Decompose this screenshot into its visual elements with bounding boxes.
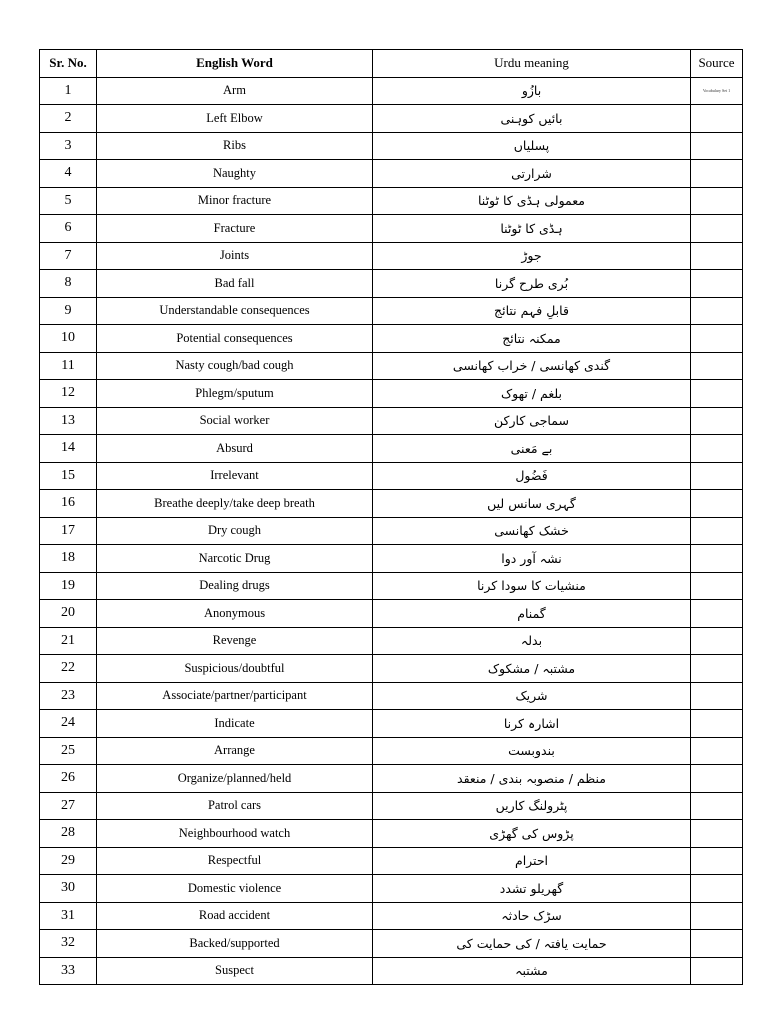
urdu-meaning-cell: حمایت یافتہ / کی حمایت کی — [373, 930, 691, 958]
sr-cell: 17 — [40, 517, 97, 545]
english-word-cell: Neighbourhood watch — [97, 820, 373, 848]
urdu-meaning-cell: بلغم / تھوک — [373, 380, 691, 408]
urdu-meaning-cell: احترام — [373, 847, 691, 875]
english-word-cell: Ribs — [97, 132, 373, 160]
table-row — [40, 682, 743, 710]
source-cell — [691, 435, 743, 463]
sr-cell: 29 — [40, 847, 97, 875]
urdu-meaning-cell: مشتبہ — [373, 957, 691, 985]
table-row — [40, 600, 743, 628]
source-cell — [691, 847, 743, 875]
table-row — [40, 352, 743, 380]
urdu-meaning-cell: سڑک حادثہ — [373, 902, 691, 930]
source-cell — [691, 902, 743, 930]
source-cell: Vocabulary Set 1 — [691, 77, 743, 105]
english-word-cell: Phlegm/sputum — [97, 380, 373, 408]
english-word-cell: Joints — [97, 242, 373, 270]
source-cell — [691, 655, 743, 683]
urdu-meaning-cell: مشتبہ / مشکوک — [373, 655, 691, 683]
english-word-cell: Naughty — [97, 160, 373, 188]
source-cell — [691, 105, 743, 133]
english-word-cell: Associate/partner/participant — [97, 682, 373, 710]
urdu-meaning-cell: گندی کھانسی / خراب کھانسی — [373, 352, 691, 380]
source-cell — [691, 132, 743, 160]
header-row — [40, 50, 743, 78]
table-row — [40, 655, 743, 683]
table-row — [40, 105, 743, 133]
sr-cell: 4 — [40, 160, 97, 188]
urdu-meaning-cell: بندوبست — [373, 737, 691, 765]
sr-cell: 20 — [40, 600, 97, 628]
urdu-meaning-cell: منشیات کا سودا کرنا — [373, 572, 691, 600]
sr-cell: 25 — [40, 737, 97, 765]
source-cell — [691, 600, 743, 628]
source-cell — [691, 737, 743, 765]
english-word-cell: Narcotic Drug — [97, 545, 373, 573]
table-row — [40, 847, 743, 875]
english-word-cell: Breathe deeply/take deep breath — [97, 490, 373, 518]
english-word-cell: Dealing drugs — [97, 572, 373, 600]
source-cell — [691, 930, 743, 958]
sr-cell: 8 — [40, 270, 97, 298]
english-word-cell: Understandable consequences — [97, 297, 373, 325]
table-row — [40, 572, 743, 600]
header-english-word: English Word — [97, 50, 373, 78]
source-cell — [691, 545, 743, 573]
source-cell — [691, 215, 743, 243]
urdu-meaning-cell: قابلِ فہم نتائج — [373, 297, 691, 325]
urdu-meaning-cell: فَضُول — [373, 462, 691, 490]
table-row — [40, 792, 743, 820]
sr-cell: 12 — [40, 380, 97, 408]
english-word-cell: Revenge — [97, 627, 373, 655]
sr-cell: 5 — [40, 187, 97, 215]
table-row — [40, 490, 743, 518]
english-word-cell: Domestic violence — [97, 875, 373, 903]
table-row — [40, 132, 743, 160]
sr-cell: 31 — [40, 902, 97, 930]
table-row — [40, 957, 743, 985]
urdu-meaning-cell: بدلہ — [373, 627, 691, 655]
english-word-cell: Backed/supported — [97, 930, 373, 958]
urdu-meaning-cell: گھریلو تشدد — [373, 875, 691, 903]
table-row — [40, 930, 743, 958]
source-cell — [691, 407, 743, 435]
table-row — [40, 737, 743, 765]
sr-cell: 33 — [40, 957, 97, 985]
source-cell — [691, 160, 743, 188]
sr-cell: 23 — [40, 682, 97, 710]
vocabulary-table — [39, 49, 743, 985]
sr-cell: 13 — [40, 407, 97, 435]
urdu-meaning-cell: بے مَعنی — [373, 435, 691, 463]
english-word-cell: Road accident — [97, 902, 373, 930]
source-cell — [691, 352, 743, 380]
urdu-meaning-cell: بائیں کوہنی — [373, 105, 691, 133]
sr-cell: 21 — [40, 627, 97, 655]
urdu-meaning-cell: شریک — [373, 682, 691, 710]
urdu-meaning-cell: گہری سانس لیں — [373, 490, 691, 518]
sr-cell: 16 — [40, 490, 97, 518]
urdu-meaning-cell: ہڈی کا ٹوٹنا — [373, 215, 691, 243]
table-row — [40, 435, 743, 463]
sr-cell: 11 — [40, 352, 97, 380]
table-row — [40, 462, 743, 490]
english-word-cell: Fracture — [97, 215, 373, 243]
urdu-meaning-cell: منظم / منصوبہ بندی / منعقد — [373, 765, 691, 793]
english-word-cell: Respectful — [97, 847, 373, 875]
english-word-cell: Suspect — [97, 957, 373, 985]
urdu-meaning-cell: پٹرولنگ کاریں — [373, 792, 691, 820]
source-cell — [691, 380, 743, 408]
sr-cell: 24 — [40, 710, 97, 738]
english-word-cell: Irrelevant — [97, 462, 373, 490]
sr-cell: 15 — [40, 462, 97, 490]
english-word-cell: Minor fracture — [97, 187, 373, 215]
sr-cell: 19 — [40, 572, 97, 600]
urdu-meaning-cell: سماجی کارکن — [373, 407, 691, 435]
english-word-cell: Arrange — [97, 737, 373, 765]
table-row — [40, 517, 743, 545]
header-source: Source — [691, 50, 743, 78]
sr-cell: 32 — [40, 930, 97, 958]
table-row — [40, 77, 743, 105]
urdu-meaning-cell: پڑوس کی گھڑی — [373, 820, 691, 848]
source-cell — [691, 462, 743, 490]
urdu-meaning-cell: نشہ آور دوا — [373, 545, 691, 573]
urdu-meaning-cell: شرارتی — [373, 160, 691, 188]
table-row — [40, 270, 743, 298]
sr-cell: 14 — [40, 435, 97, 463]
urdu-meaning-cell: جوڑ — [373, 242, 691, 270]
header-sr-no: Sr. No. — [40, 50, 97, 78]
source-cell — [691, 325, 743, 353]
english-word-cell: Dry cough — [97, 517, 373, 545]
table-row — [40, 215, 743, 243]
english-word-cell: Bad fall — [97, 270, 373, 298]
sr-cell: 6 — [40, 215, 97, 243]
english-word-cell: Nasty cough/bad cough — [97, 352, 373, 380]
table-row — [40, 902, 743, 930]
table-row — [40, 820, 743, 848]
source-cell — [691, 820, 743, 848]
table-row — [40, 325, 743, 353]
urdu-meaning-cell: اشارہ کرنا — [373, 710, 691, 738]
sr-cell: 9 — [40, 297, 97, 325]
sr-cell: 2 — [40, 105, 97, 133]
source-cell — [691, 490, 743, 518]
source-cell — [691, 682, 743, 710]
source-cell — [691, 765, 743, 793]
sr-cell: 30 — [40, 875, 97, 903]
english-word-cell: Absurd — [97, 435, 373, 463]
table-row — [40, 545, 743, 573]
table-row — [40, 242, 743, 270]
source-cell — [691, 792, 743, 820]
urdu-meaning-cell: بازُو — [373, 77, 691, 105]
source-cell — [691, 710, 743, 738]
sr-cell: 3 — [40, 132, 97, 160]
sr-cell: 10 — [40, 325, 97, 353]
english-word-cell: Arm — [97, 77, 373, 105]
sr-cell: 22 — [40, 655, 97, 683]
table-row — [40, 875, 743, 903]
english-word-cell: Organize/planned/held — [97, 765, 373, 793]
source-cell — [691, 875, 743, 903]
sr-cell: 28 — [40, 820, 97, 848]
table-row — [40, 160, 743, 188]
source-cell — [691, 957, 743, 985]
sr-cell: 18 — [40, 545, 97, 573]
table-row — [40, 187, 743, 215]
urdu-meaning-cell: بُری طرح گرنا — [373, 270, 691, 298]
sr-cell: 26 — [40, 765, 97, 793]
sr-cell: 27 — [40, 792, 97, 820]
urdu-meaning-cell: گمنام — [373, 600, 691, 628]
table-row — [40, 380, 743, 408]
table-row — [40, 627, 743, 655]
urdu-meaning-cell: ممکنہ نتائج — [373, 325, 691, 353]
sr-cell: 7 — [40, 242, 97, 270]
table-row — [40, 710, 743, 738]
table-row — [40, 407, 743, 435]
source-cell — [691, 242, 743, 270]
english-word-cell: Social worker — [97, 407, 373, 435]
english-word-cell: Indicate — [97, 710, 373, 738]
source-cell — [691, 627, 743, 655]
sr-cell: 1 — [40, 77, 97, 105]
source-cell — [691, 517, 743, 545]
table-row — [40, 297, 743, 325]
table-body — [40, 77, 743, 985]
urdu-meaning-cell: معمولی ہڈی کا ٹوٹنا — [373, 187, 691, 215]
english-word-cell: Potential consequences — [97, 325, 373, 353]
table-header — [40, 50, 743, 78]
source-cell — [691, 187, 743, 215]
table-row — [40, 765, 743, 793]
source-cell — [691, 572, 743, 600]
source-cell — [691, 270, 743, 298]
urdu-meaning-cell: پسلیاں — [373, 132, 691, 160]
english-word-cell: Suspicious/doubtful — [97, 655, 373, 683]
header-urdu-meaning: Urdu meaning — [373, 50, 691, 78]
english-word-cell: Anonymous — [97, 600, 373, 628]
english-word-cell: Left Elbow — [97, 105, 373, 133]
english-word-cell: Patrol cars — [97, 792, 373, 820]
urdu-meaning-cell: خشک کھانسی — [373, 517, 691, 545]
source-cell — [691, 297, 743, 325]
